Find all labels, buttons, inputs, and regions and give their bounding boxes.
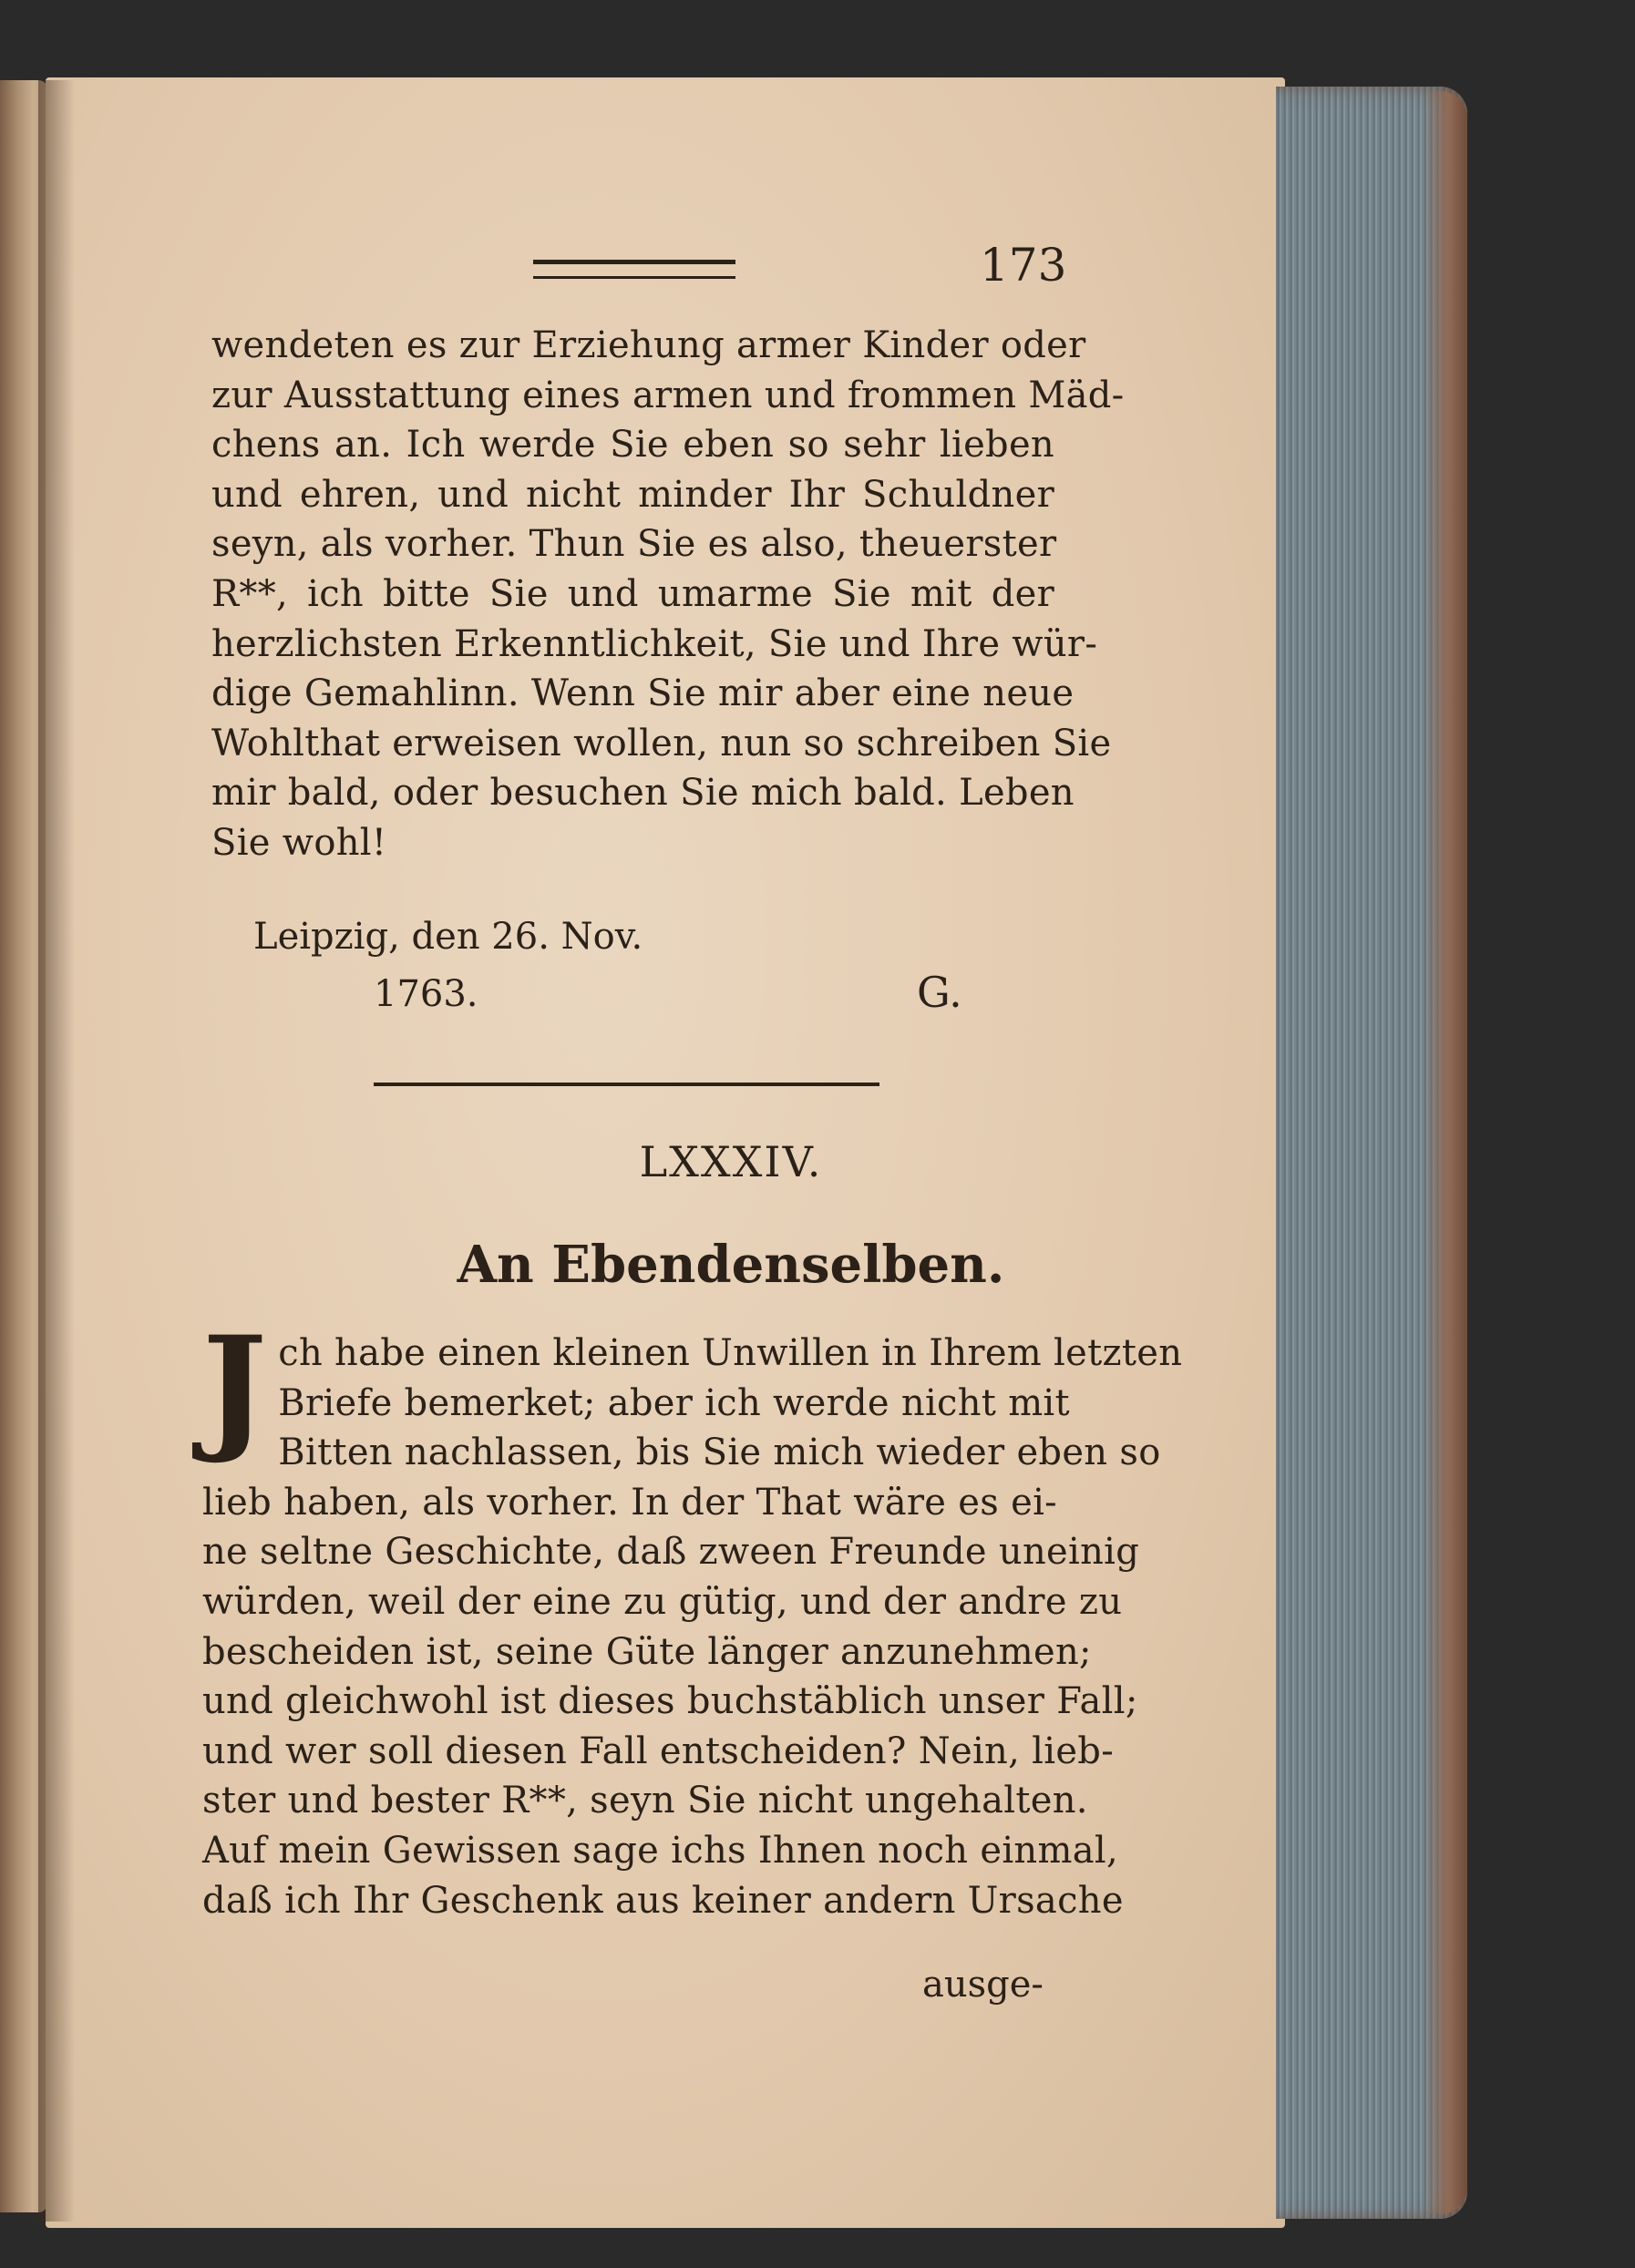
text-line: mir bald, oder besuchen Sie mich bald. Leben [211,772,1075,815]
header-rule [533,260,735,279]
text-line: R**, ich bitte Sie und umarme Sie mit der [211,572,1054,615]
text-line: seyn, als vorher. Thun Sie es also, theuerster [211,523,1057,566]
text-line: und ehren, und nicht minder Ihr Schuldner [211,473,1054,516]
text-line: und gleichwohl ist dieses buchstäblich unser Fall; [202,1680,1138,1723]
text-line: ne seltne Geschichte, daß zween Freunde uneinig [202,1531,1140,1574]
text-line: ster und bester R**, seyn Sie nicht ungehalten. [202,1780,1088,1822]
text-line: herzlichsten Erkenntlichkeit, Sie und Ihre wür- [211,622,1098,665]
catchword: ausge- [922,1964,1044,2006]
letter-number: LXXXIV. [639,1137,823,1186]
text-line: Briefe bemerket; aber ich werde nicht mit [278,1381,1070,1424]
signature-initial: G. [917,968,962,1017]
text-line: und wer soll diesen Fall entscheiden? Nein, lieb- [202,1729,1115,1772]
text-line: bescheiden ist, seine Güte länger anzunehmen; [202,1630,1092,1673]
text-line: chens an. Ich werde Sie eben so sehr lieben [211,424,1054,467]
text-line: wendeten es zur Erziehung armer Kinder oder [211,324,1086,366]
letter-body-paragraph [202,1307,1183,1925]
text-line: lieb haben, als vorher. In der That wäre es ei- [202,1481,1057,1524]
text-line: daß ich Ihr Geschenk aus keiner andern Ursache [202,1879,1124,1922]
text-line: Auf mein Gewissen sage ichs Ihnen noch einmal, [202,1829,1118,1872]
text-line: zur Ausstattung eines armen und frommen Mäd- [211,374,1125,416]
closing-year: 1763. [374,973,478,1015]
text-line: Bitten nachlassen, bis Sie mich wieder eben so [278,1432,1161,1474]
letter-end-paragraph [211,321,1125,868]
text-line: dige Gemahlinn. Wenn Sie mir aber eine neue [211,672,1075,715]
letter-title: An Ebendenselben. [457,1235,1005,1295]
drop-cap: J [202,1307,268,1467]
text-line: Wohlthat erweisen wollen, nun so schreiben Sie [211,722,1112,765]
text-line: würden, weil der eine zu gütig, und der andre zu [202,1580,1123,1623]
page-number: 173 [980,239,1067,292]
text-line: ch habe einen kleinen Unwillen in Ihrem letzten [278,1332,1183,1374]
closing-place-date: Leipzig, den 26. Nov. [253,916,643,958]
text-line: Sie wohl! [211,821,387,864]
section-divider [374,1083,879,1086]
